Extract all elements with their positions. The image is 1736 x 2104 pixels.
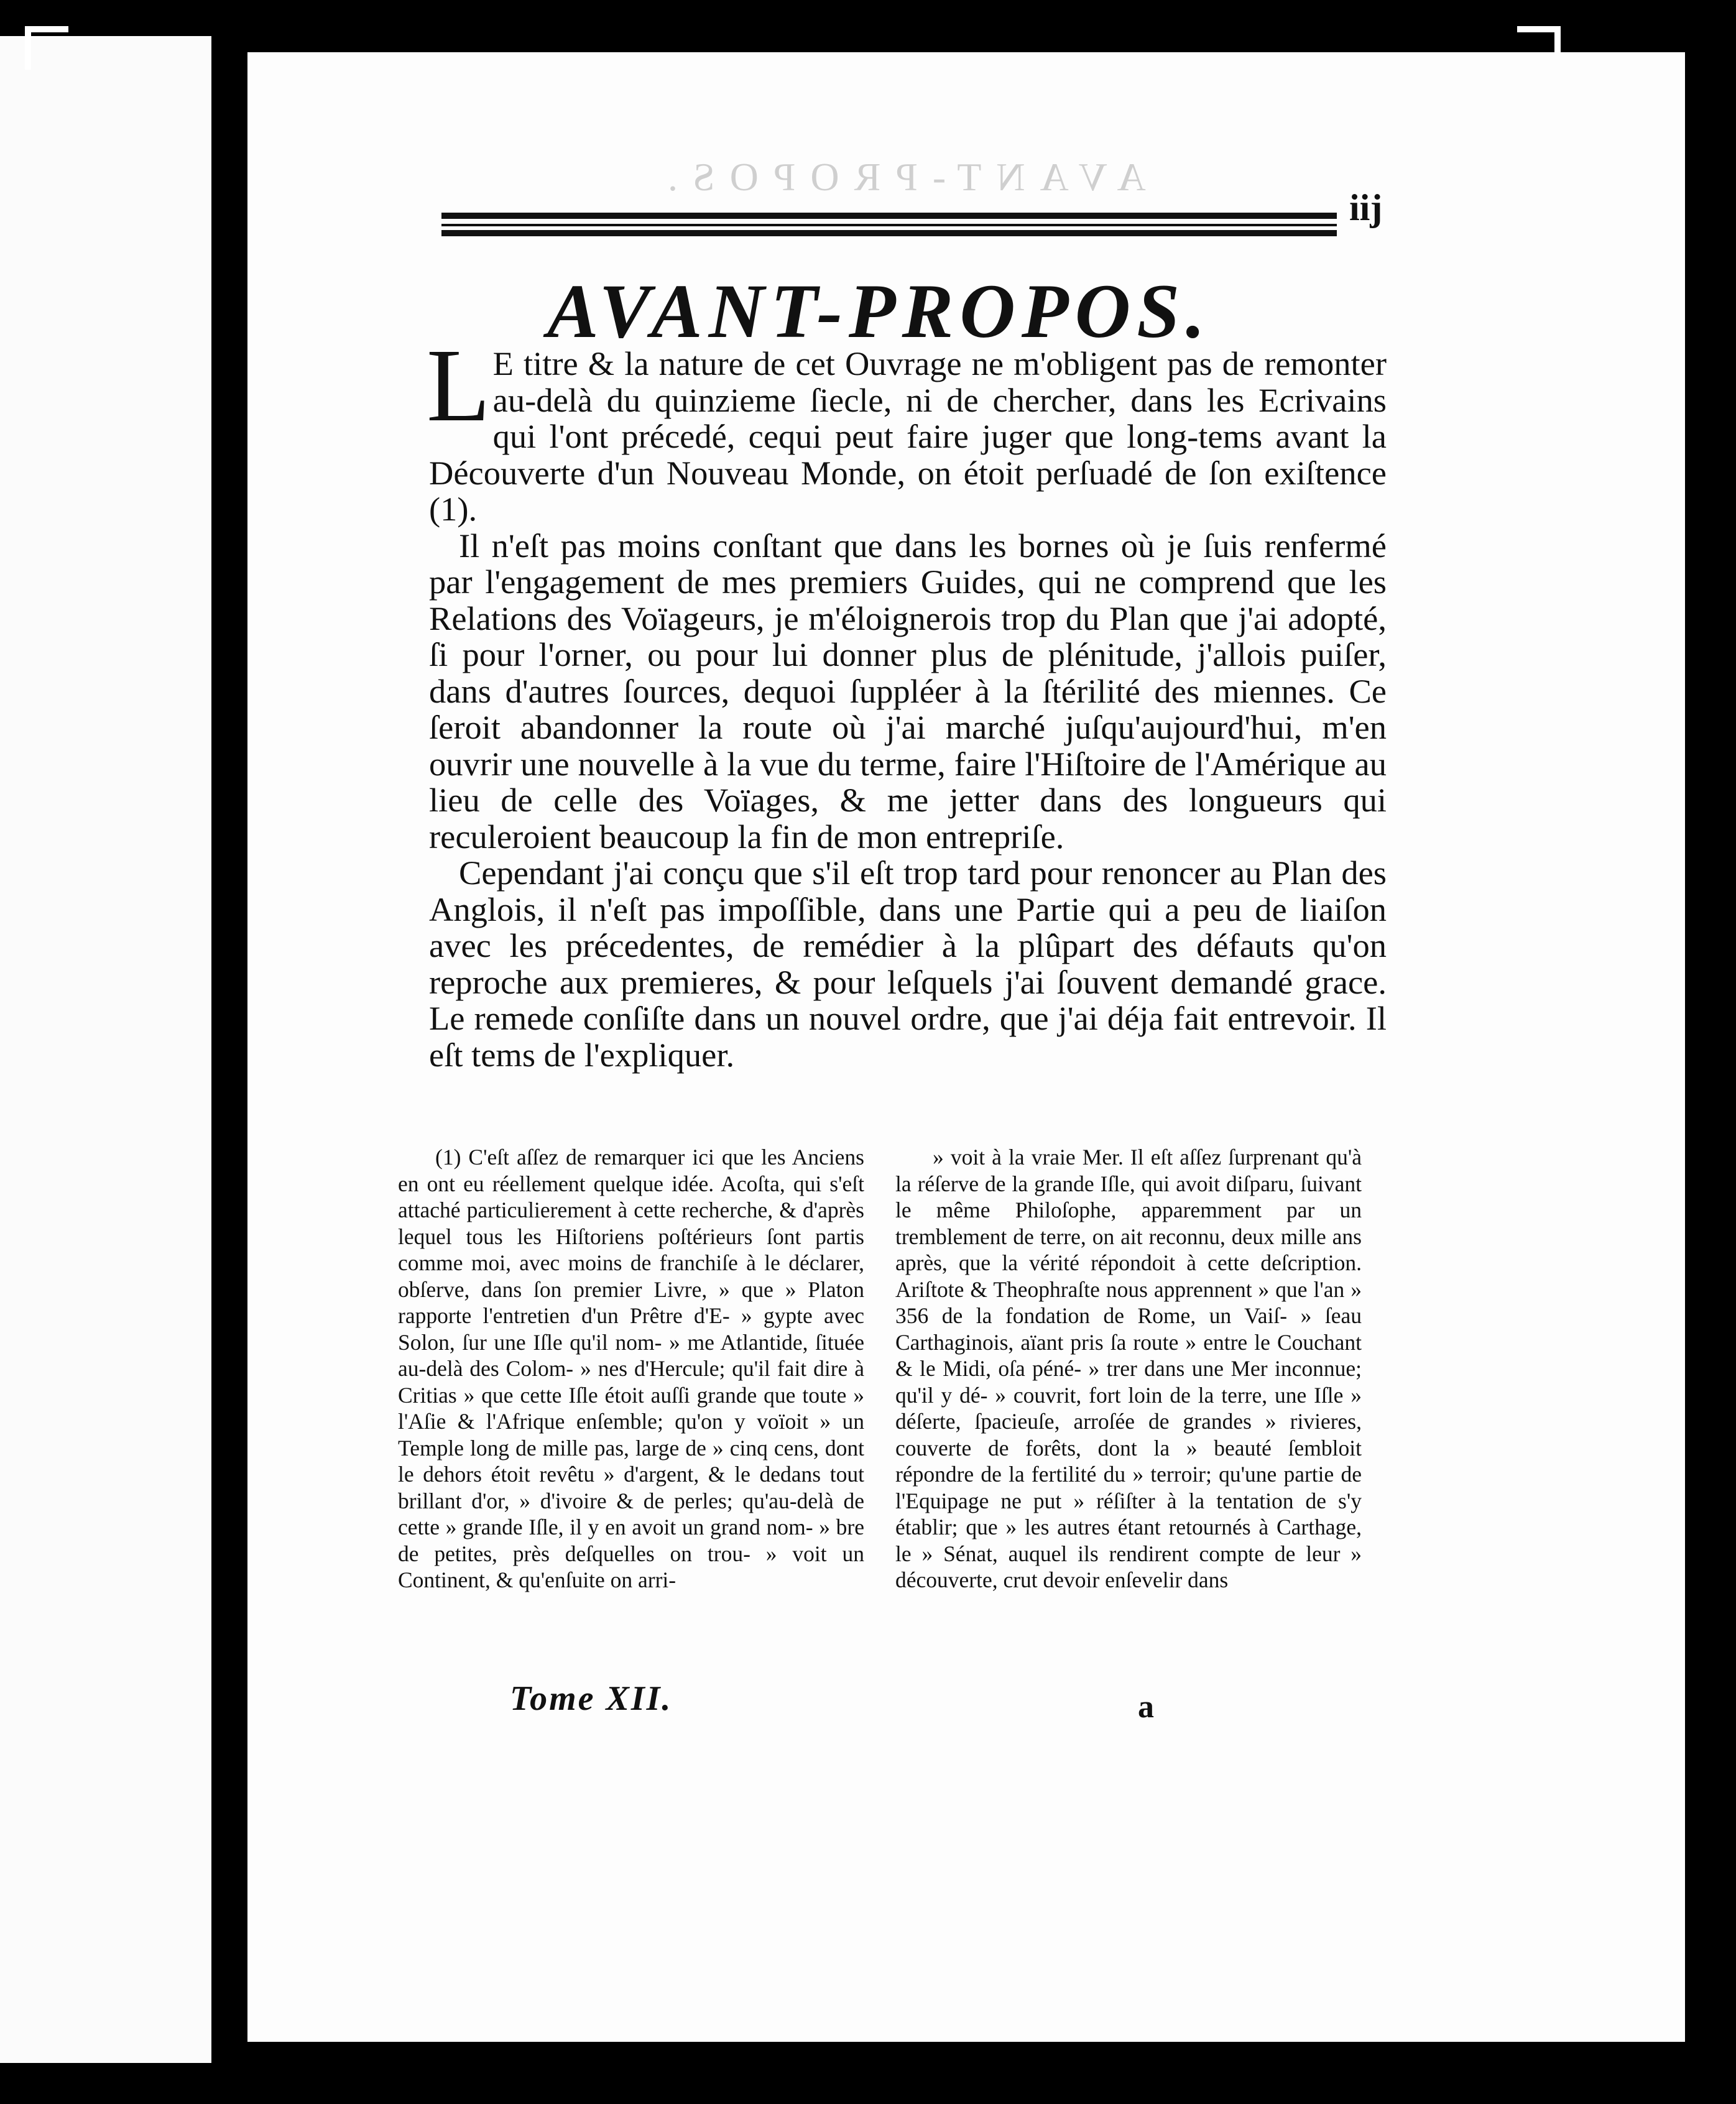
- paragraph-1: [427, 328, 1387, 528]
- page-number: iij: [1349, 187, 1383, 228]
- footnote-text-left: (1) C'eſt aſſez de remarquer ici que les Anciens en ont eu réellement quelque idée. Acoſta, qui s'eſt attaché particulierement à cette recherche, & d'après lequel tous les Hiſtoriens poſtérieurs ſont partis comme moi, avec moins de franchiſe à le déclarer, obſerve, dans ſon premier Livre, » que » Platon rapporte l'entretien d'un Prêtre d'E- » gypte avec Solon, ſur une Iſle qu'il nom- » me Atlantide, ſituée au-delà des Colom- » nes d'Hercule; qu'il fait dire à Critias » que cette Iſle étoit auſſi grande que toute » l'Aſie & l'Afrique enſemble; qu'on y voïoit » un Temple long de mille pas, large de » cinq cens, dont le dehors étoit revêtu » d'argent, & le dedans tout brillant d'or, » d'ivoire & de perles; qu'au-delà de cette » grande Iſle, il y en avoit un grand nom- » bre de petites, près deſquelles on trou- » voit un Continent, & qu'enſuite on arri-: [398, 1145, 864, 1592]
- drop-cap: L: [427, 328, 491, 443]
- gutter-shadow: [211, 36, 247, 2063]
- footnotes: [398, 1144, 1362, 1594]
- chapter-title: AVANT-PROPOS.: [547, 269, 1212, 354]
- previous-page-edge: [0, 36, 211, 2063]
- paragraph-3: Cependant j'ai conçu que s'il eſt trop tard pour renoncer au Plan des Anglois, il n'eſt pas impoſſible, dans une Partie qui a peu de liaiſon avec les précedentes, de remédier à la plûpart des défauts qu'on reproche aux premieres, & pour leſquels j'ai ſouvent demandé grace. Le remede conſiſte dans un nouvel ordre, que j'ai déja fait entrevoir. Il eſt tems de l'expliquer.: [429, 854, 1387, 1074]
- show-through-text: AVANT-PROPOS.: [653, 155, 1146, 199]
- footnote-column-right: [895, 1144, 1362, 1594]
- volume-signature: Tome XII.: [510, 1679, 673, 1718]
- header-rule-thick: [441, 213, 1337, 219]
- header-rule-thick-lower: [441, 230, 1337, 236]
- header-rule-thin: [441, 224, 1337, 226]
- footnote-text-right: » voit à la vraie Mer. Il eſt aſſez ſurprenant qu'à la réſerve de la grande Iſle, qui avoit diſparu, ſuivant le même Philoſophe, apparemment par un tremblement de terre, on ait reconnu, deux mille ans après, que la vérité répondoit à cette deſcription. Ariſtote & Theophraſte nous apprennent » que l'an » 356 de la fondation de Rome, un Vaiſ- » ſeau Carthaginois, aïant pris ſa route » entre le Couchant & le Midi, oſa péné- » trer dans une Mer inconnue; qu'il y dé- » couvrit, fort loin de la terre, une Iſle » déſerte, ſpacieuſe, arroſée de grandes » rivieres, couverte de forêts, dont la » beauté ſembloit répondre de la fertilité du » terroir; qu'une partie de l'Equipage ne put » réſiſter à la tentation de s'y établir; que » les autres étant retournés à Carthage, le » Sénat, auquel ils rendirent compte de leur » découverte, crut devoir enſevelir dans: [895, 1145, 1362, 1592]
- paragraph-1-text: E titre & la nature de cet Ouvrage ne m'obligent pas de remonter au-delà du quinzieme ſiecle, ni de chercher, dans les Ecrivains qui l'ont précedé, cequi peut faire juger que long-tems avant la Découverte d'un Nouveau Monde, on étoit perſuadé de ſon exiſtence (1).: [429, 344, 1387, 528]
- footnote-column-left: [398, 1144, 864, 1594]
- crop-mark-left: [25, 26, 68, 70]
- main-text: [427, 328, 1387, 1074]
- signature-mark: a: [1138, 1689, 1154, 1725]
- paragraph-2: Il n'eſt pas moins conſtant que dans les bornes où je ſuis renfermé par l'engagement de mes premiers Guides, qui ne comprend que les Relations des Voïageurs, je m'éloignerois trop du Plan que j'ai adopté, ſi pour l'orner, ou pour lui donner plus de plénitude, j'allois puiſer, dans d'autres ſources, dequoi ſuppléer à la ſtérilité des miennes. Ce ſeroit abandonner la route où j'ai marché juſqu'aujourd'hui, m'en ouvrir une nouvelle à la vue du terme, faire l'Hiſtoire de l'Amérique au lieu de celle des Voïages, & me jetter dans des longueurs qui reculeroient beaucoup la fin de mon entrepriſe.: [429, 526, 1387, 856]
